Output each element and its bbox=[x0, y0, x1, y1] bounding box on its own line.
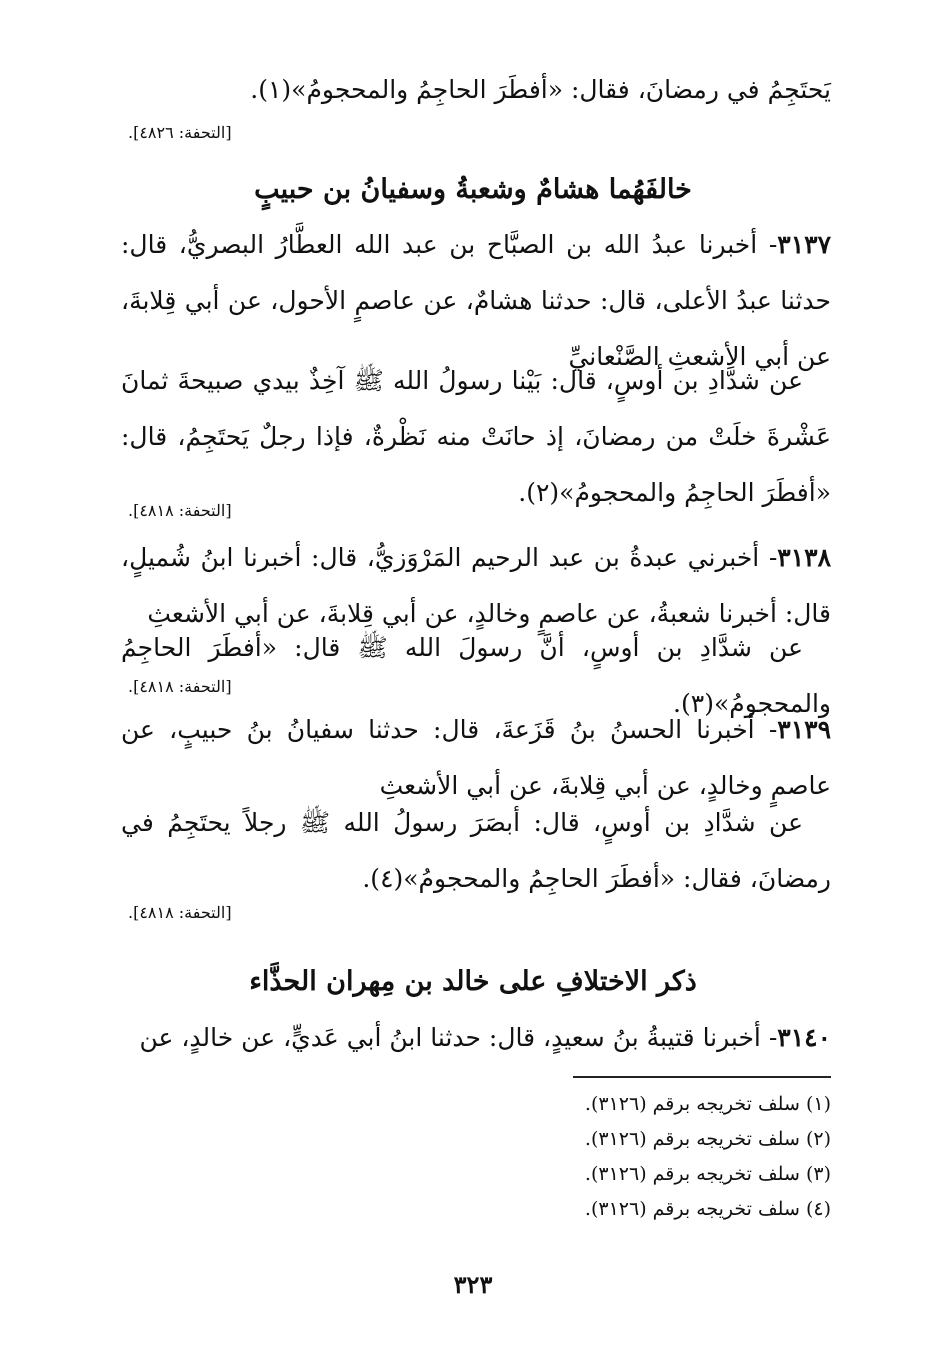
footnote-marker: (٢) bbox=[805, 1128, 831, 1150]
tuhfa-reference: [التحفة: ٤٨١٨]. bbox=[128, 677, 232, 696]
continuation-text: يَحتَجِمُ في رمضانَ، فقال: «أفطَرَ الحاجِمُ والمحجومُ»(١). bbox=[250, 75, 831, 104]
section-heading: ذكر الاختلافِ على خالد بن مِهران الحذَّاء bbox=[249, 966, 697, 997]
isnad-text: - أخبرنا الحسنُ بنُ قَزَعةَ، قال: حدثنا سفيانُ بنُ حبيبٍ، عن عاصمٍ وخالدٍ، عن أبي قِلابةَ، عن أبي الأشعثِ bbox=[121, 715, 831, 800]
hadith-number: ٣١٣٧ bbox=[777, 230, 831, 259]
footnotes bbox=[531, 1087, 831, 1227]
tuhfa-reference: [التحفة: ٤٨٢٦]. bbox=[128, 123, 232, 142]
footnote-marker: (٤) bbox=[805, 1198, 831, 1220]
footnote bbox=[531, 1122, 831, 1157]
isnad-text: - أخبرنا عبدُ الله بن الصبَّاح بن عبد الله العطَّارُ البصريُّ، قال: حدثنا عبدُ الأعلى، قال: حدثنا هشامٌ، عن عاصمٍ الأحول، عن أبي قِلابةَ، عن أبي الأشعثِ الصَّنْعانيِّ bbox=[121, 230, 831, 371]
footnote-separator bbox=[573, 1076, 831, 1078]
footnote-marker: (٣) bbox=[805, 1163, 831, 1185]
isnad-text: - أخبرني عبدةُ بن عبد الرحيم المَرْوَزيُّ، قال: أخبرنا ابنُ شُميلٍ، قال: أخبرنا شعبةُ، عن عاصمٍ وخالدٍ، عن أبي قِلابةَ، عن أبي الأشعثِ bbox=[121, 543, 831, 628]
hadith-matn: عن شدَّادِ بن أوسٍ، قال: بَيْنا رسولُ الله ﷺ آخِذٌ بيدي صبيحةَ ثمانَ عَشْرةَ خلَتْ من رمضانَ، إذ حانَتْ منه نَظْرةٌ، فإذا رجلٌ يَحتَجِمُ، قال: «أفطَرَ الحاجِمُ والمحجومُ»(٢). bbox=[121, 366, 831, 507]
hadith-number: ٣١٣٨ bbox=[777, 543, 831, 572]
footnote bbox=[531, 1087, 831, 1122]
footnote-text: سلف تخريجه برقم (٣١٢٦). bbox=[584, 1093, 800, 1115]
hadith-matn: عن شدَّادِ بن أوسٍ، أنَّ رسولَ الله ﷺ قال: «أفطَرَ الحاجِمُ والمحجومُ»(٣). bbox=[121, 633, 831, 718]
tuhfa-reference: [التحفة: ٤٨١٨]. bbox=[128, 501, 232, 520]
tuhfa-reference: [التحفة: ٤٨١٨]. bbox=[128, 903, 232, 922]
footnote bbox=[531, 1192, 831, 1227]
footnote-text: سلف تخريجه برقم (٣١٢٦). bbox=[584, 1128, 800, 1150]
hadith-matn: عن شدَّادِ بن أوسٍ، قال: أبصَرَ رسولُ الله ﷺ رجلاً يحتَجِمُ في رمضانَ، فقال: «أفطَرَ الحاجِمُ والمحجومُ»(٤). bbox=[121, 808, 831, 893]
footnote-text: سلف تخريجه برقم (٣١٢٦). bbox=[584, 1198, 800, 1220]
footnote-marker: (١) bbox=[805, 1093, 831, 1115]
footnote-text: سلف تخريجه برقم (٣١٢٦). bbox=[584, 1163, 800, 1185]
footnote bbox=[531, 1157, 831, 1192]
page-number: ٣٢٣ bbox=[453, 1270, 493, 1299]
section-heading: خالفَهُما هشامٌ وشعبةُ وسفيانُ بن حبيبٍ bbox=[254, 174, 692, 205]
hadith-isnad bbox=[121, 1010, 831, 1066]
hadith-number: ٣١٤٠ bbox=[777, 1023, 831, 1052]
hadith-number: ٣١٣٩ bbox=[777, 715, 831, 744]
isnad-text: - أخبرنا قتيبةُ بنُ سعيدٍ، قال: حدثنا ابنُ أبي عَديٍّ، عن خالدٍ، عن bbox=[139, 1023, 778, 1052]
